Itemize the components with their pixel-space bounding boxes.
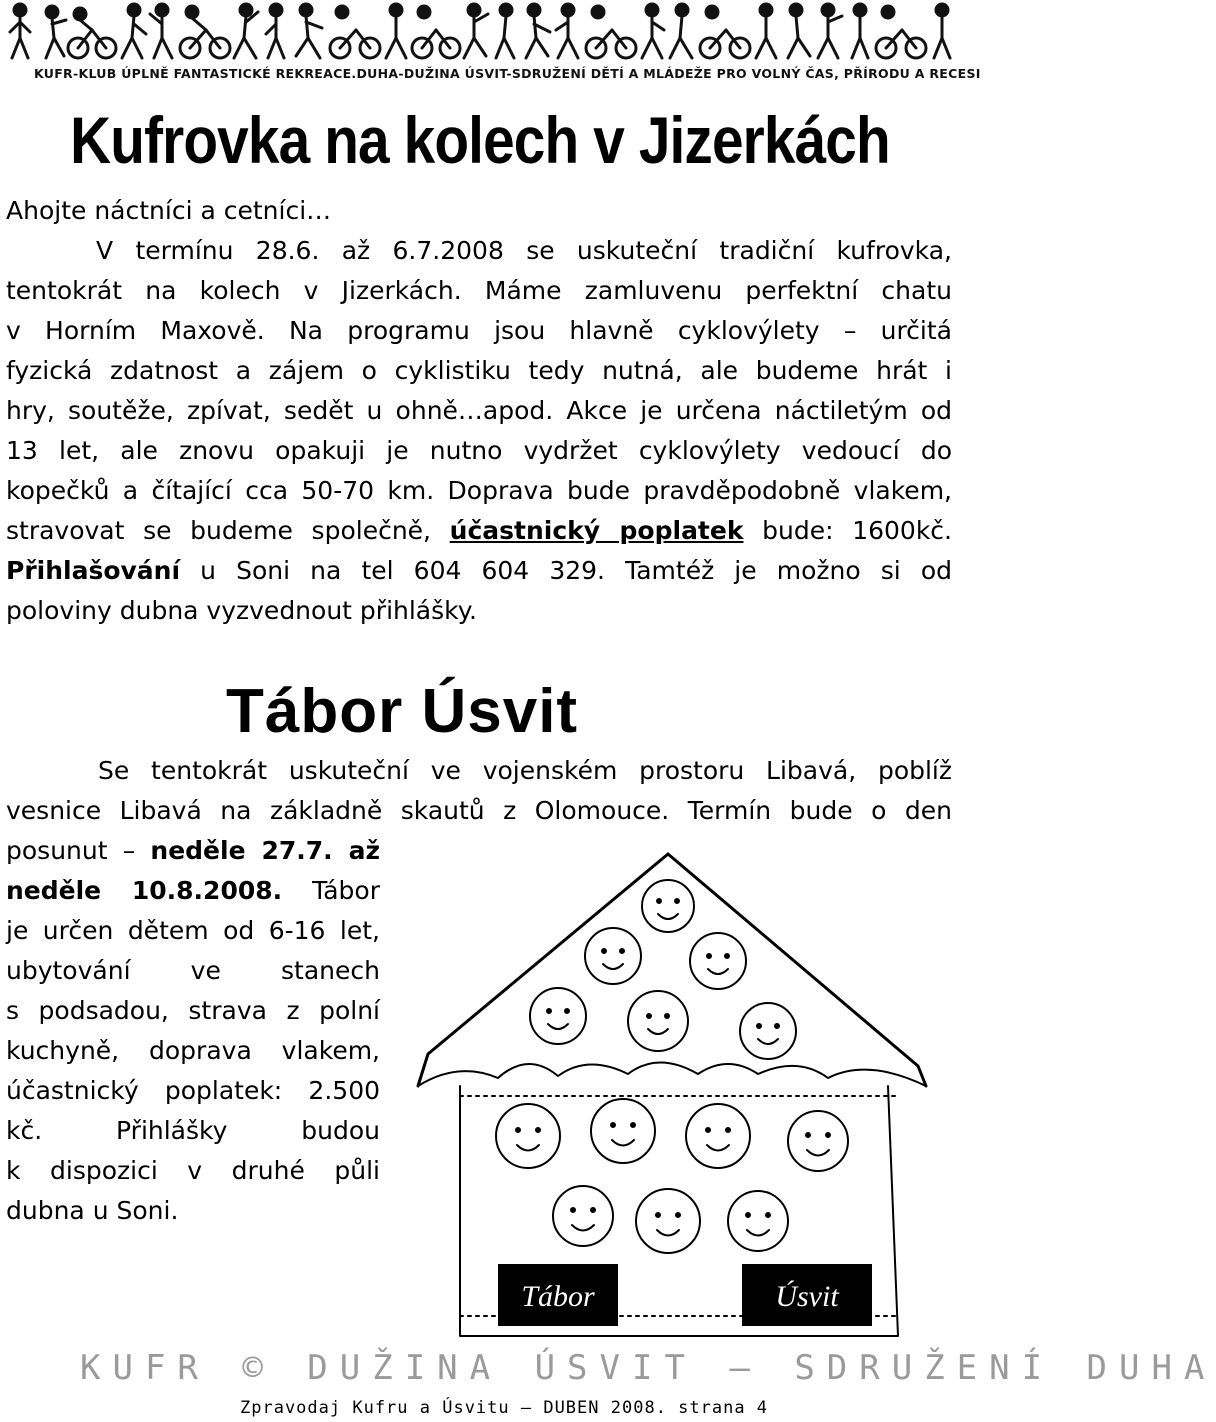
paragraph-line: kč. Přihlášky budou: [6, 1116, 380, 1145]
article-title-tabor: Tábor Úsvit: [226, 677, 579, 746]
paragraph-line: je určen dětem od 6-16 let,: [6, 916, 380, 945]
paragraph-line: Se tentokrát uskuteční ve vojenském prostoru Libavá, poblíž: [98, 756, 952, 785]
tent-with-children-drawing: [398, 846, 930, 1346]
paragraph-line: k dispozici v druhé půli: [6, 1156, 380, 1185]
paragraph-line: dubna u Soni.: [6, 1196, 179, 1225]
paragraph-line: 13 let, ale znovu opakuji je nutno vydržet cyklovýlety vedoucí do: [6, 436, 952, 465]
registration-emphasis: Přihlašování: [6, 556, 181, 585]
paragraph-line: poloviny dubna vyzvednout přihlášky.: [6, 596, 477, 625]
footer-issue-info: Zpravodaj Kufru a Úsvitu – DUBEN 2008. strana 4: [240, 1398, 769, 1418]
greeting: Ahojte náctníci a cetníci…: [6, 196, 332, 225]
paragraph-line: s podsadou, strava z polní: [6, 996, 380, 1025]
sign-tabor: Tábor: [521, 1280, 595, 1313]
article-title-kufrovka: Kufrovka na kolech v Jizerkách: [70, 103, 890, 177]
sign-usvit: Úsvit: [775, 1280, 839, 1313]
paragraph-line: tentokrát na kolech v Jizerkách. Máme zamluvenu perfektní chatu: [6, 276, 952, 305]
paragraph-line: Přihlašování u Soni na tel 604 604 329. Tamtéž je možno si od: [6, 556, 952, 585]
paragraph-line: stravovat se budeme společně, účastnický poplatek bude: 1600kč.: [6, 516, 952, 545]
paragraph-line: neděle 10.8.2008. Tábor: [6, 876, 380, 905]
paragraph-line: posunut – neděle 27.7. až: [6, 836, 380, 865]
paragraph-line: fyzická zdatnost a zájem o cyklistiku tedy nutná, ale budeme hrát i: [6, 356, 952, 385]
footer-organizations: KUFR © DUŽINA ÚSVIT – SDRUŽENÍ DUHA: [80, 1348, 1216, 1388]
paragraph-line: ubytování ve stanech: [6, 956, 380, 985]
face: [642, 880, 694, 932]
paragraph-line: vesnice Libavá na základně skautů z Olomouce. Termín bude o den: [6, 796, 952, 825]
fee-emphasis: účastnický poplatek: [449, 516, 744, 545]
paragraph-line: účastnický poplatek: 2.500: [6, 1076, 380, 1105]
figure-silhouette: [10, 4, 30, 58]
organization-slogan: KUFR-KLUB ÚPLNĚ FANTASTICKÉ REKREACE.DUHA-DUŽINA ÚSVIT-SDRUŽENÍ DĚTÍ A MLÁDEŽE PRO VOLNÝ ČAS, PŘÍRODU A RECESI: [34, 66, 981, 81]
paragraph-line: kopečků a čítající cca 50-70 km. Doprava bude pravděpodobně vlakem,: [6, 476, 952, 505]
figures-banner-illustration: [0, 0, 960, 62]
paragraph-line: hry, soutěže, zpívat, sedět u ohně…apod. Akce je určena náctiletým od: [6, 396, 952, 425]
paragraph-line: v Horním Maxově. Na programu jsou hlavně cyklovýlety – určitá: [6, 316, 952, 345]
paragraph-line: V termínu 28.6. až 6.7.2008 se uskuteční tradiční kufrovka,: [96, 236, 952, 265]
paragraph-line: kuchyně, doprava vlakem,: [6, 1036, 380, 1065]
